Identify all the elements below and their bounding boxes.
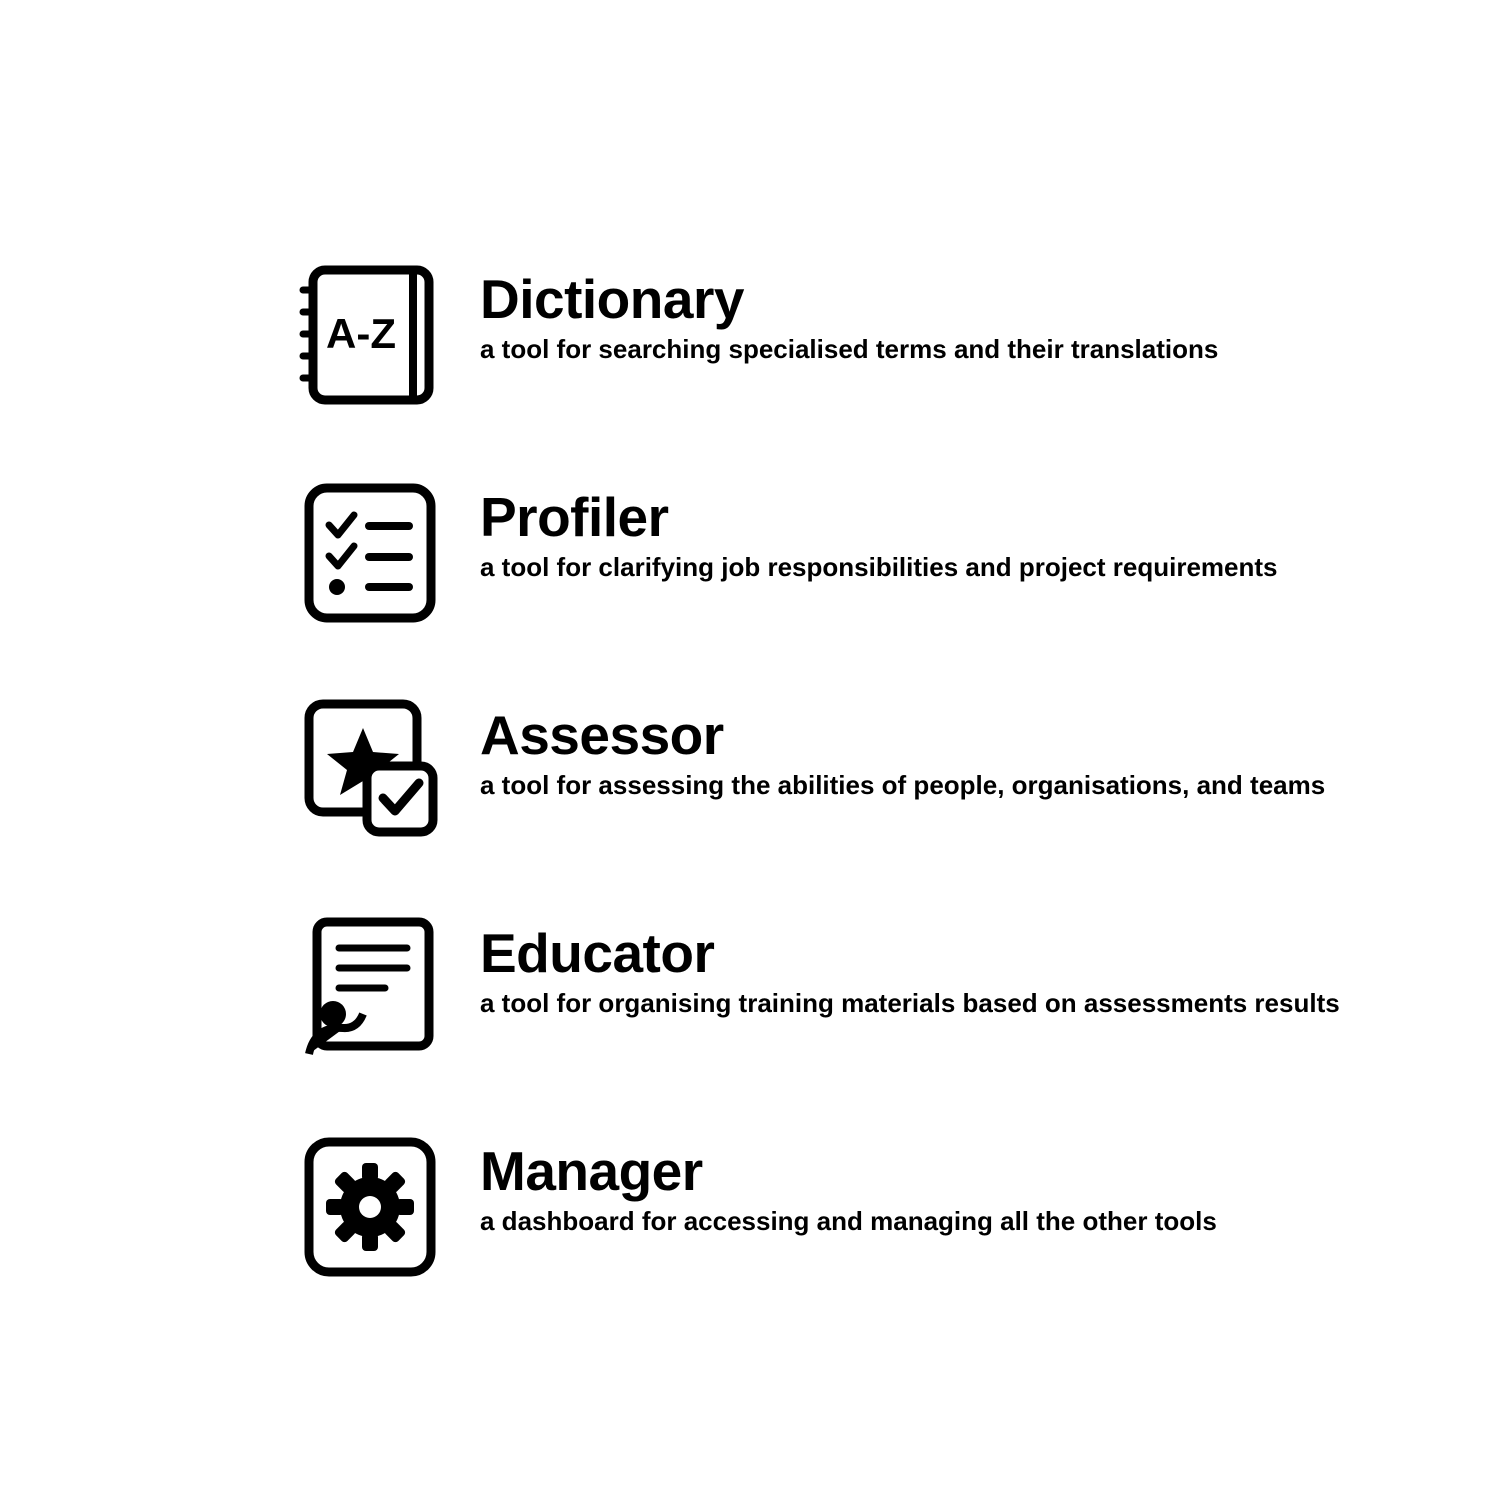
tool-title: Profiler bbox=[480, 486, 669, 548]
tool-description: a dashboard for accessing and managing all the other tools bbox=[480, 1206, 1217, 1236]
tool-title: Dictionary bbox=[480, 268, 744, 330]
tool-list bbox=[295, 250, 1395, 1340]
tool-title: Educator bbox=[480, 922, 715, 984]
tool-row[interactable] bbox=[295, 904, 1395, 1122]
tool-text bbox=[480, 250, 1395, 365]
tool-description: a tool for searching specialised terms and their translations bbox=[480, 334, 1219, 364]
tool-row[interactable] bbox=[295, 1122, 1395, 1340]
tool-text bbox=[480, 686, 1395, 801]
tool-row[interactable] bbox=[295, 250, 1395, 468]
tool-text bbox=[480, 904, 1395, 1019]
dictionary-book-icon bbox=[295, 250, 480, 410]
tool-row[interactable] bbox=[295, 468, 1395, 686]
gear-dashboard-icon bbox=[295, 1122, 480, 1282]
tool-description: a tool for organising training materials based on assessments results bbox=[480, 988, 1340, 1018]
tool-text bbox=[480, 468, 1395, 583]
tool-title: Assessor bbox=[480, 704, 724, 766]
tool-title: Manager bbox=[480, 1140, 703, 1202]
presenter-board-icon bbox=[295, 904, 480, 1064]
tool-row[interactable] bbox=[295, 686, 1395, 904]
tool-description: a tool for assessing the abilities of people, organisations, and teams bbox=[480, 770, 1326, 800]
checklist-clipboard-icon bbox=[295, 468, 480, 628]
tool-text bbox=[480, 1122, 1395, 1237]
star-check-cards-icon bbox=[295, 686, 480, 846]
svg-text:A-Z: A-Z bbox=[326, 310, 396, 357]
tool-description: a tool for clarifying job responsibilities and project requirements bbox=[480, 552, 1278, 582]
